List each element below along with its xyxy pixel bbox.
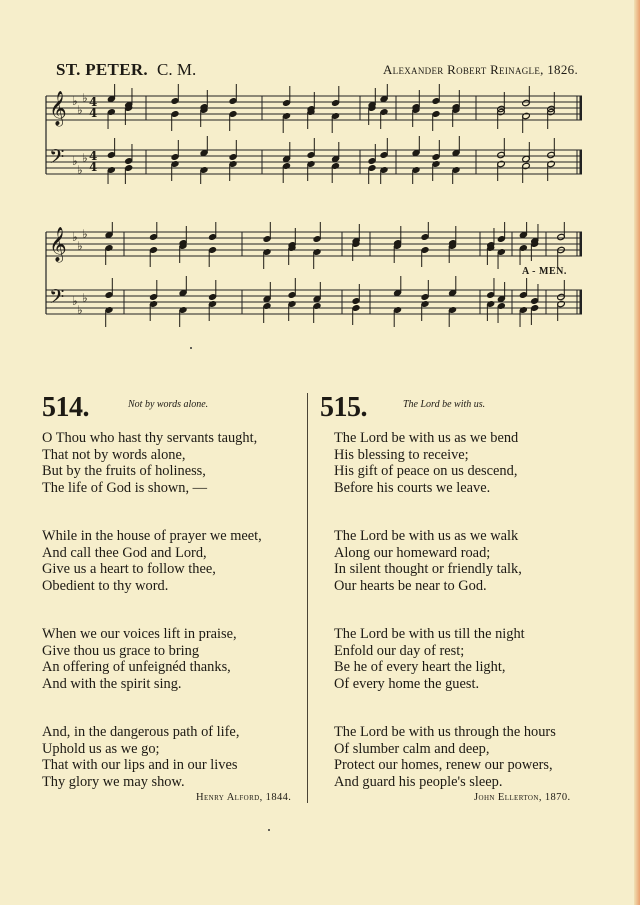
verse-line: But by the fruits of holiness,: [42, 463, 206, 479]
verse-line: That not by words alone,: [42, 446, 186, 463]
staff-system-1: [36, 84, 594, 184]
treble-clef-icon: 𝄞: [49, 91, 67, 126]
verse-line: The Lord be with us as we walk: [334, 528, 519, 544]
tune-header: [56, 60, 578, 82]
final-bar-thick: [580, 232, 583, 256]
verse-line: The Lord be with us till the night: [334, 626, 525, 642]
composer-credit: Alexander Robert Reinagle, 1826.: [382, 62, 578, 77]
music-score-system-1: [36, 84, 594, 184]
hymn-author: Henry Alford, 1844.: [196, 792, 292, 803]
tune-name: ST. PETER.: [56, 60, 148, 79]
verse-line: Of every home the guest.: [334, 675, 480, 692]
verse-line: An offering of unfeignéd thanks,: [42, 659, 231, 675]
verse-line: Of slumber calm and deep,: [334, 740, 490, 757]
stanza-3: [334, 626, 525, 692]
verse-line: And call thee God and Lord,: [42, 544, 207, 561]
verse-line: His blessing to receive;: [334, 446, 469, 463]
flat-icon: ♭: [82, 151, 88, 165]
music-score-system-2: [36, 222, 594, 327]
verse-line: The life of God is shown, —: [42, 479, 208, 496]
staff-system-2: [36, 222, 594, 327]
verse-line: The Lord be with us as we bend: [334, 430, 519, 446]
time-signature: 4: [89, 149, 98, 163]
verse-line: And with the spirit sing.: [42, 675, 182, 692]
flat-icon: ♭: [82, 227, 88, 241]
final-bar-thick: [580, 150, 583, 174]
verse-line: Obedient to thy word.: [42, 577, 169, 594]
flat-icon: ♭: [77, 303, 83, 317]
verse-line: In silent thought or friendly talk,: [334, 561, 522, 577]
ink-dot: [190, 347, 192, 349]
final-bar-thick: [580, 290, 583, 314]
hymn-author: John Ellerton, 1870.: [474, 792, 571, 803]
verse-line: Give us a heart to follow thee,: [42, 561, 216, 577]
hymn-number: 515.: [320, 392, 367, 423]
stanza-2: [42, 528, 262, 594]
verse-line: Give thou us grace to bring: [42, 642, 200, 659]
flat-icon: ♭: [82, 291, 88, 305]
stanza-1: [334, 430, 518, 496]
flat-icon: ♭: [77, 163, 83, 177]
flat-icon: ♭: [72, 230, 78, 244]
verse-line: O Thou who hast thy servants taught,: [42, 430, 258, 446]
flat-icon: ♭: [77, 103, 83, 117]
verse-line: While in the house of prayer we meet,: [42, 528, 262, 544]
verse-line: Protect our homes, renew our powers,: [334, 757, 553, 773]
stanza-2: [334, 528, 522, 594]
hymn-subtitle: Not by words alone.: [128, 399, 209, 410]
flat-icon: ♭: [72, 154, 78, 168]
verse-line: And guard his people's sleep.: [334, 773, 503, 790]
time-signature: 4: [89, 106, 98, 120]
verse-line: That with our lips and in our lives: [42, 757, 238, 773]
column-divider: [307, 393, 308, 803]
amen-label: A - MEN.: [522, 266, 567, 277]
flat-icon: ♭: [77, 239, 83, 253]
treble-clef-icon: 𝄞: [49, 227, 67, 262]
bass-clef-icon: 𝄢: [49, 285, 65, 313]
verse-line: Uphold us as we go;: [42, 740, 160, 757]
verse-line: His gift of peace on us descend,: [334, 463, 518, 479]
ink-dot: [268, 829, 270, 831]
verse-line: Enfold our day of rest;: [334, 642, 465, 659]
final-bar-thick: [580, 96, 583, 120]
page-edge: [634, 0, 640, 905]
time-signature: 4: [89, 95, 98, 109]
hymn-subtitle: The Lord be with us.: [403, 399, 486, 410]
tune-meter: C. M.: [157, 60, 197, 79]
verse-line: The Lord be with us through the hours: [334, 724, 556, 740]
verse-line: When we our voices lift in praise,: [42, 626, 237, 642]
stanza-3: [42, 626, 237, 692]
flat-icon: ♭: [72, 294, 78, 308]
flat-icon: ♭: [82, 91, 88, 105]
verse-line: Along our homeward road;: [334, 544, 491, 561]
verse-line: Thy glory we may show.: [42, 773, 185, 790]
flat-icon: ♭: [72, 94, 78, 108]
stanza-4: [42, 724, 239, 790]
stanza-4: [334, 724, 556, 790]
bass-clef-icon: 𝄢: [49, 145, 65, 173]
verse-line: Our hearts be near to God.: [334, 577, 487, 594]
verse-line: Before his courts we leave.: [334, 479, 491, 496]
verse-line: And, in the dangerous path of life,: [42, 724, 240, 740]
stanza-1: [42, 430, 257, 496]
time-signature: 4: [89, 160, 98, 174]
hymn-number: 514.: [42, 392, 89, 423]
verse-line: Be he of every heart the light,: [334, 659, 506, 675]
